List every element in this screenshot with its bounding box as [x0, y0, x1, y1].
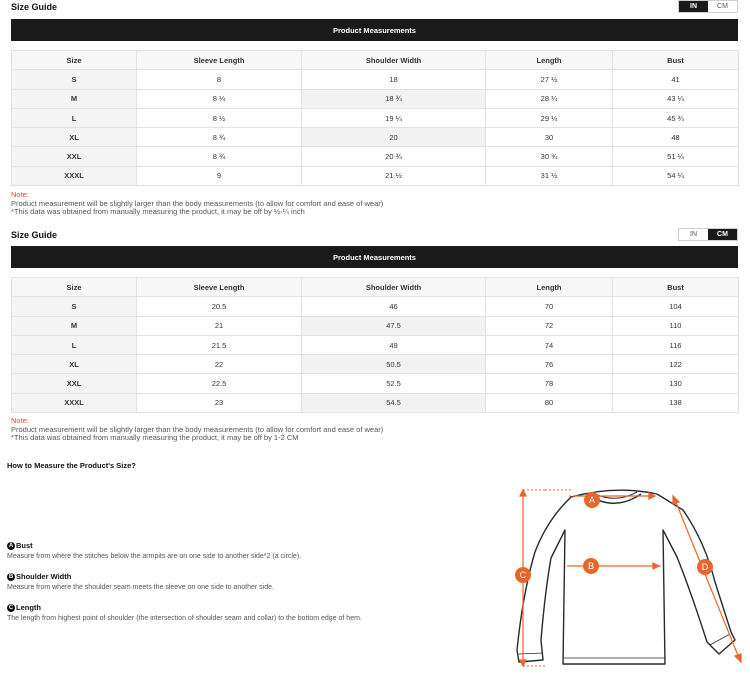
measure-desc: Measure from where the shoulder seam meets the sleeve on one side to another side.: [7, 584, 274, 591]
measure-item-length: [7, 603, 362, 622]
measurement-cell: 54 ¼: [613, 166, 739, 185]
measurement-cell: 48: [613, 128, 739, 147]
header-size: Size: [12, 51, 137, 70]
measurement-cell: 110: [613, 316, 739, 335]
size-cell: XXXL: [12, 393, 137, 412]
header-length: Length: [486, 51, 613, 70]
measurement-cell: 20 ¾: [302, 147, 486, 166]
measurement-cell: 22.5: [137, 374, 302, 393]
marker-b-icon: [583, 558, 599, 574]
table-row: [12, 128, 739, 147]
svg-text:C: C: [519, 570, 527, 580]
measurement-cell: 31 ½: [486, 166, 613, 185]
measurement-cell: 8 ¼: [137, 89, 302, 108]
measure-item-shoulder-width: [7, 572, 274, 591]
measurement-cell: 46: [302, 297, 486, 316]
measurement-cell: 23: [137, 393, 302, 412]
measurement-cell: 74: [486, 335, 613, 354]
size-guide-title: Size Guide: [11, 2, 58, 12]
circle-c-icon: C: [8, 604, 14, 611]
measurement-cell: 21.5: [137, 335, 302, 354]
size-cell: XXL: [12, 147, 137, 166]
unit-cm-button[interactable]: CM: [708, 229, 737, 240]
sweater-diagram: [505, 482, 750, 675]
measurement-cell: 138: [613, 393, 739, 412]
measurement-cell: 29 ¼: [486, 108, 613, 127]
measurement-cell: 130: [613, 374, 739, 393]
note-line: *This data was obtained from manually measuring the product, it may be off by 1-2 CM: [11, 433, 299, 442]
measurement-cell: 8: [137, 70, 302, 89]
table-row: [12, 147, 739, 166]
size-guide-title: Size Guide: [11, 230, 58, 240]
measurement-cell: 8 ¾: [137, 128, 302, 147]
measurement-cell: 104: [613, 297, 739, 316]
measurement-cell: 20.5: [137, 297, 302, 316]
measurement-cell: 43 ¼: [613, 89, 739, 108]
svg-text:A: A: [588, 495, 596, 505]
measurement-cell: 41: [613, 70, 739, 89]
measurement-cell: 49: [302, 335, 486, 354]
measurement-cell: 9: [137, 166, 302, 185]
table-row: [12, 335, 739, 354]
size-cell: M: [12, 316, 137, 335]
note-line: *This data was obtained from manually measuring the product, it may be off by ½-¼ inch: [11, 207, 305, 216]
size-cell: L: [12, 108, 137, 127]
unit-toggle: [678, 0, 738, 13]
measurement-cell: 47.5: [302, 316, 486, 335]
measurement-cell: 54.5: [302, 393, 486, 412]
table-row: [12, 355, 739, 374]
measure-title: Length: [16, 603, 41, 612]
size-cell: XL: [12, 355, 137, 374]
header-bust: Bust: [613, 278, 739, 297]
size-cell: S: [12, 70, 137, 89]
table-row: [12, 70, 739, 89]
header-shoulder-width: Shoulder Width: [302, 51, 486, 70]
measurement-cell: 18 ¾: [302, 89, 486, 108]
note-label: Note:: [11, 190, 29, 199]
header-sleeve-length: Sleeve Length: [137, 51, 302, 70]
measurement-cell: 76: [486, 355, 613, 374]
size-cell: XXL: [12, 374, 137, 393]
sweater-outline: [517, 490, 735, 664]
table-row: [12, 297, 739, 316]
measurement-cell: 116: [613, 335, 739, 354]
note-line: Product measurement will be slightly larger than the body measurements (to allow for comfort and ease of wear): [11, 198, 384, 208]
circle-b-icon: B: [8, 573, 14, 580]
header-shoulder-width: Shoulder Width: [302, 278, 486, 297]
table-header-row: [12, 51, 739, 70]
size-table: [11, 50, 739, 186]
measurement-cell: 78: [486, 374, 613, 393]
measurement-cell: 8 ¾: [137, 147, 302, 166]
table-row: [12, 374, 739, 393]
size-cell: M: [12, 89, 137, 108]
size-guide-section-in: [11, 0, 738, 222]
table-row: [12, 89, 739, 108]
note-label: Note:: [11, 416, 29, 425]
size-cell: XXXL: [12, 166, 137, 185]
table-header-row: [12, 278, 739, 297]
measure-desc: Measure from where the stitches below the armpits are on one side to another side*2 (a circle).: [7, 553, 302, 560]
header-size: Size: [12, 278, 137, 297]
header-length: Length: [486, 278, 613, 297]
size-cell: L: [12, 335, 137, 354]
measure-title: Shoulder Width: [16, 572, 72, 581]
table-row: [12, 108, 739, 127]
measurement-cell: 122: [613, 355, 739, 374]
measurement-cell: 30: [486, 128, 613, 147]
table-row: [12, 316, 739, 335]
measure-desc: The length from highest point of shoulder (the intersection of shoulder seam and collar) to the bottom edge of hem.: [7, 615, 362, 622]
note-block: [11, 191, 383, 217]
marker-c-icon: [515, 567, 531, 583]
measurement-cell: 51 ¼: [613, 147, 739, 166]
svg-text:B: B: [587, 561, 595, 571]
unit-in-button[interactable]: IN: [679, 229, 708, 240]
measurement-cell: 70: [486, 297, 613, 316]
measure-title: Bust: [16, 541, 33, 550]
measurement-cell: 21 ½: [302, 166, 486, 185]
measurement-cell: 45 ¾: [613, 108, 739, 127]
measurement-cell: 28 ¼: [486, 89, 613, 108]
marker-a-icon: [584, 492, 600, 508]
size-table: [11, 277, 739, 413]
measurement-cell: 18: [302, 70, 486, 89]
header-bust: Bust: [613, 51, 739, 70]
header-sleeve-length: Sleeve Length: [137, 278, 302, 297]
size-cell: S: [12, 297, 137, 316]
measurement-cell: 20: [302, 128, 486, 147]
product-measurements-bar: Product Measurements: [11, 246, 738, 268]
note-block: [11, 417, 383, 443]
measure-item-bust: [7, 541, 301, 560]
size-cell: XL: [12, 128, 137, 147]
note-line: Product measurement will be slightly larger than the body measurements (to allow for comfort and ease of wear): [11, 424, 384, 434]
table-row: [12, 393, 739, 412]
svg-text:D: D: [701, 562, 709, 572]
measurement-cell: 30 ¾: [486, 147, 613, 166]
product-measurements-bar: Product Measurements: [11, 19, 738, 41]
marker-d-icon: [697, 559, 713, 575]
measurement-cell: 72: [486, 316, 613, 335]
circle-a-icon: A: [8, 542, 14, 549]
size-guide-section-cm: [11, 227, 738, 449]
measurement-cell: 21: [137, 316, 302, 335]
measurement-cell: 8 ½: [137, 108, 302, 127]
measurement-cell: 52.5: [302, 374, 486, 393]
unit-in-button[interactable]: IN: [679, 1, 708, 12]
unit-cm-button[interactable]: CM: [708, 1, 737, 12]
measurement-cell: 19 ¼: [302, 108, 486, 127]
table-row: [12, 166, 739, 185]
how-to-measure-title: How to Measure the Product's Size?: [7, 461, 136, 470]
measurement-cell: 50.5: [302, 355, 486, 374]
measurement-cell: 22: [137, 355, 302, 374]
unit-toggle: [678, 228, 738, 241]
measurement-cell: 27 ½: [486, 70, 613, 89]
measurement-cell: 80: [486, 393, 613, 412]
